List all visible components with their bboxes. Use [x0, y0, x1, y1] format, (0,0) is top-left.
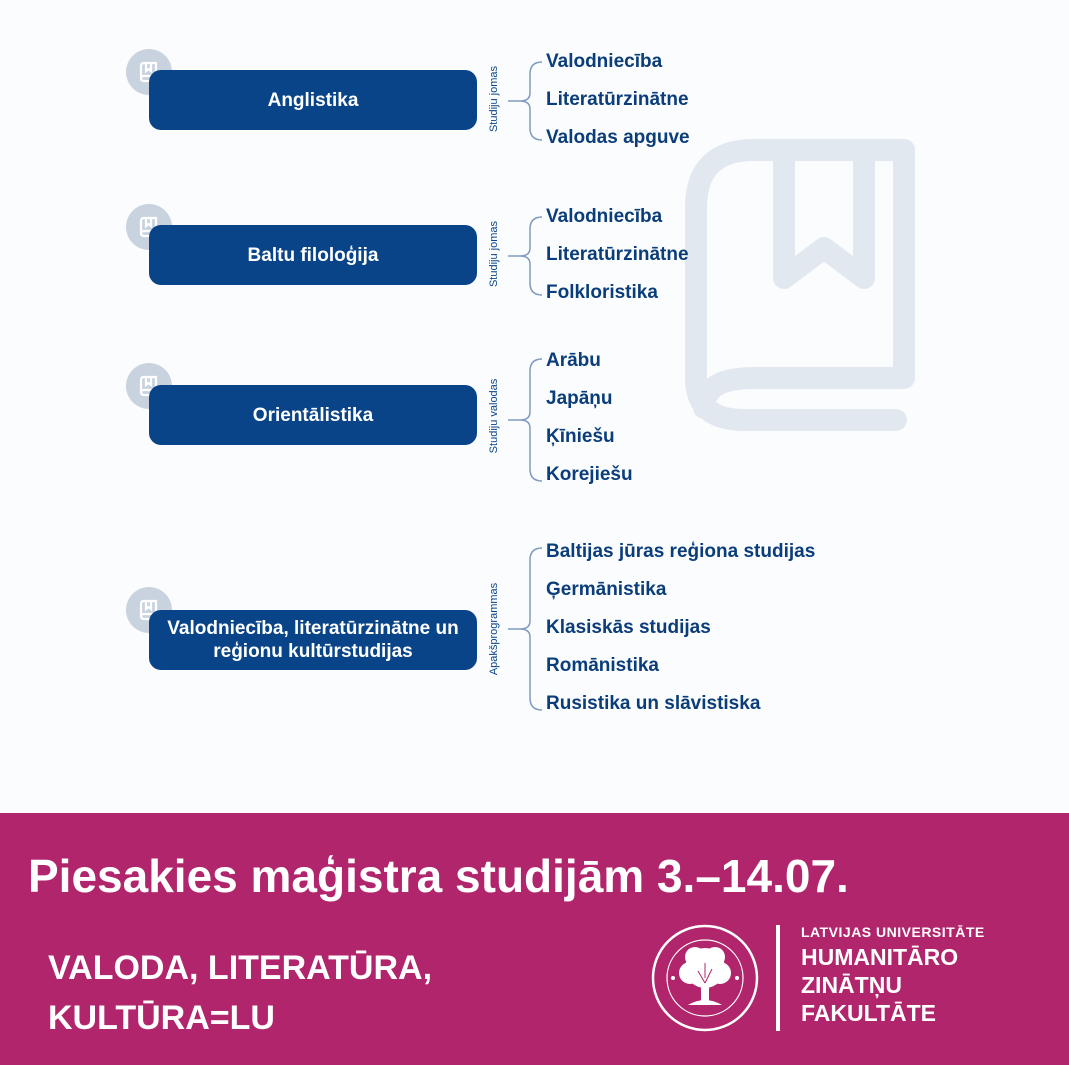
- program-anglistika: [126, 46, 846, 156]
- list-item[interactable]: Valodas apguve: [546, 127, 690, 148]
- list-item[interactable]: Ģermānistika: [546, 579, 667, 600]
- logo-divider: [776, 925, 780, 1031]
- brace-connector: [506, 357, 546, 483]
- list-item[interactable]: Folkloristika: [546, 282, 658, 303]
- tagline: [48, 943, 432, 1043]
- category-label: Studiju jomas: [488, 220, 500, 288]
- footer-banner: [0, 813, 1069, 1065]
- list-item[interactable]: Valodniecība: [546, 51, 663, 72]
- list-item[interactable]: Romānistika: [546, 655, 659, 676]
- faculty-line-2: ZINĀTŅU: [801, 972, 902, 998]
- university-seal-icon: [650, 923, 760, 1033]
- list-item[interactable]: Literatūrzinātne: [546, 244, 689, 265]
- program-baltu-filologija: [126, 201, 846, 311]
- brace-connector: [506, 60, 546, 142]
- category-label: Studiju jomas: [488, 65, 500, 133]
- list-item[interactable]: Valodniecība: [546, 206, 663, 227]
- list-item[interactable]: Baltijas jūras reģiona studijas: [546, 541, 816, 562]
- list-item[interactable]: Korejiešu: [546, 464, 633, 485]
- list-item[interactable]: Literatūrzinātne: [546, 89, 689, 110]
- faculty-line-3: FAKULTĀTE: [801, 1000, 937, 1026]
- category-label: Apakšprogrammas: [488, 582, 500, 676]
- list-item[interactable]: Arābu: [546, 350, 601, 371]
- brace-connector: [506, 215, 546, 297]
- faculty-line-1: HUMANITĀRO: [801, 944, 959, 970]
- program-title[interactable]: Valodniecība, literatūrzinātne un reģionu kultūrstudijas: [149, 610, 477, 670]
- university-name: LATVIJAS UNIVERSITĀTE: [801, 924, 985, 940]
- list-item[interactable]: Ķīniešu: [546, 426, 615, 447]
- program-title[interactable]: Baltu filoloģija: [149, 225, 477, 285]
- faculty-name: [801, 943, 958, 1027]
- list-item[interactable]: Rusistika un slāvistiska: [546, 693, 761, 714]
- call-to-action: Piesakies maģistra studijām 3.–14.07.: [28, 850, 849, 902]
- program-valodnieciba-regionu-kulturstudijas: [126, 532, 846, 722]
- program-title[interactable]: Orientālistika: [149, 385, 477, 445]
- tagline-line-1: VALODA, LITERATŪRA,: [48, 949, 433, 987]
- list-item[interactable]: Japāņu: [546, 388, 613, 409]
- brace-connector: [506, 546, 546, 712]
- program-title[interactable]: Anglistika: [149, 70, 477, 130]
- program-orientalistika: [126, 343, 846, 493]
- list-item[interactable]: Klasiskās studijas: [546, 617, 711, 638]
- tagline-line-2: KULTŪRA=LU: [48, 999, 275, 1037]
- category-label: Studiju valodas: [488, 378, 500, 454]
